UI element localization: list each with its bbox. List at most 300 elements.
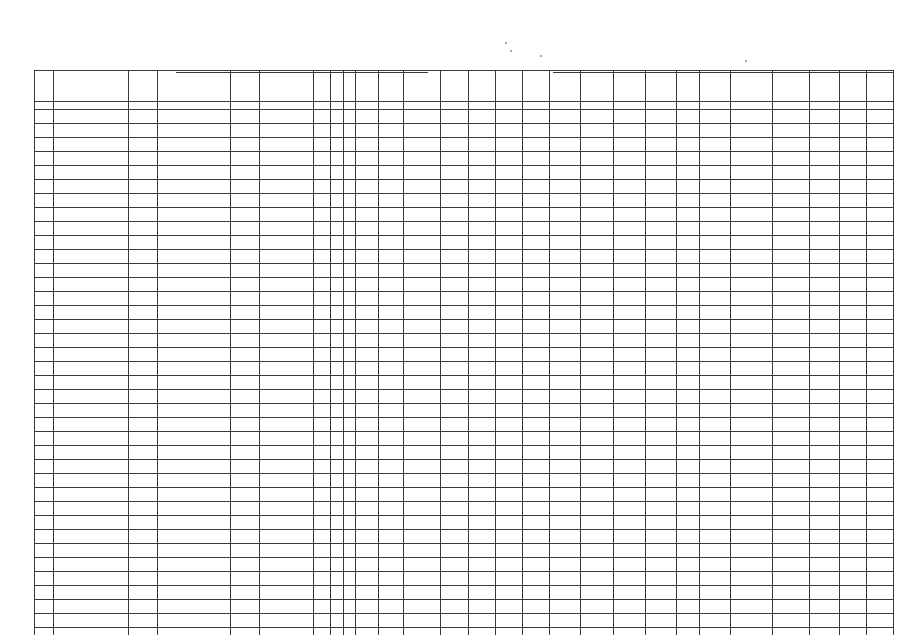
table-cell (128, 600, 157, 614)
table-cell (699, 264, 730, 278)
table-row (35, 418, 894, 432)
table-cell (128, 474, 157, 488)
table-cell (356, 474, 379, 488)
table-cell (699, 558, 730, 572)
table-cell (314, 138, 331, 152)
table-cell (378, 474, 403, 488)
table-cell (53, 292, 128, 306)
table-cell (866, 102, 893, 110)
table-cell (614, 404, 645, 418)
table-cell (839, 474, 866, 488)
table-cell (810, 166, 839, 180)
table-cell (839, 488, 866, 502)
table-cell (356, 152, 379, 166)
table-cell (581, 404, 614, 418)
table-row (35, 600, 894, 614)
table-cell (731, 348, 773, 362)
table-cell (699, 278, 730, 292)
table-cell (343, 600, 356, 614)
table-cell (468, 250, 495, 264)
table-cell (230, 628, 259, 636)
table-cell (53, 376, 128, 390)
table-cell (495, 208, 522, 222)
table-cell (522, 558, 549, 572)
table-cell (549, 390, 580, 404)
table-cell (343, 208, 356, 222)
table-row (35, 194, 894, 208)
table-cell (839, 348, 866, 362)
table-cell (495, 432, 522, 446)
table-cell (403, 614, 441, 628)
table-cell (230, 278, 259, 292)
table-cell (128, 348, 157, 362)
table-cell (810, 292, 839, 306)
table-cell (441, 628, 468, 636)
table-cell (676, 236, 699, 250)
table-cell (866, 558, 893, 572)
table-cell (403, 404, 441, 418)
table-cell (676, 250, 699, 264)
table-cell (53, 180, 128, 194)
table-cell (314, 236, 331, 250)
table-cell (403, 71, 441, 102)
table-cell (230, 558, 259, 572)
table-cell (35, 278, 54, 292)
table-cell (35, 432, 54, 446)
table-cell (772, 180, 810, 194)
table-cell (35, 250, 54, 264)
table-cell (403, 320, 441, 334)
table-cell (260, 222, 314, 236)
table-cell (35, 292, 54, 306)
table-cell (495, 404, 522, 418)
table-cell (645, 544, 676, 558)
table-cell (378, 488, 403, 502)
table-cell (260, 474, 314, 488)
table-cell (441, 530, 468, 544)
table-cell (581, 264, 614, 278)
table-cell (581, 306, 614, 320)
table-cell (581, 432, 614, 446)
table-cell (645, 418, 676, 432)
table-cell (839, 404, 866, 418)
table-cell (549, 628, 580, 636)
table-cell (157, 222, 230, 236)
table-cell (35, 102, 54, 110)
table-cell (495, 418, 522, 432)
table-cell (810, 432, 839, 446)
table-cell (378, 614, 403, 628)
table-cell (731, 404, 773, 418)
table-cell (676, 544, 699, 558)
table-cell (676, 334, 699, 348)
table-cell (331, 376, 344, 390)
table-cell (356, 102, 379, 110)
table-cell (378, 138, 403, 152)
table-cell (731, 488, 773, 502)
table-cell (378, 264, 403, 278)
table-cell (549, 586, 580, 600)
table-cell (35, 460, 54, 474)
table-cell (772, 138, 810, 152)
table-cell (772, 404, 810, 418)
table-cell (441, 194, 468, 208)
table-cell (260, 516, 314, 530)
table-cell (230, 516, 259, 530)
table-cell (866, 236, 893, 250)
table-cell (260, 558, 314, 572)
table-cell (810, 236, 839, 250)
table-cell (731, 614, 773, 628)
table-cell (356, 446, 379, 460)
table-cell (35, 222, 54, 236)
table-cell (645, 390, 676, 404)
table-cell (581, 446, 614, 460)
table-cell (731, 180, 773, 194)
table-cell (699, 166, 730, 180)
table-cell (403, 572, 441, 586)
table-cell (645, 250, 676, 264)
table-cell (441, 236, 468, 250)
table-cell (356, 71, 379, 102)
table-cell (676, 460, 699, 474)
table-cell (35, 306, 54, 320)
table-cell (260, 250, 314, 264)
table-row (35, 488, 894, 502)
table-cell (260, 102, 314, 110)
table-cell (128, 502, 157, 516)
table-cell (676, 628, 699, 636)
table-cell (128, 264, 157, 278)
table-cell (614, 152, 645, 166)
table-cell (230, 71, 259, 102)
table-cell (128, 222, 157, 236)
table-cell (403, 222, 441, 236)
table-cell (810, 138, 839, 152)
table-cell (53, 194, 128, 208)
table-cell (35, 404, 54, 418)
table-cell (53, 530, 128, 544)
table-cell (343, 572, 356, 586)
table-cell (522, 376, 549, 390)
table-cell (645, 600, 676, 614)
table-cell (581, 320, 614, 334)
table-cell (441, 544, 468, 558)
table-cell (378, 124, 403, 138)
table-cell (549, 404, 580, 418)
table-cell (53, 432, 128, 446)
table-cell (441, 404, 468, 418)
table-cell (128, 138, 157, 152)
table-cell (699, 138, 730, 152)
table-cell (495, 138, 522, 152)
table-cell (522, 460, 549, 474)
table-cell (128, 124, 157, 138)
table-cell (810, 264, 839, 278)
table-cell (128, 102, 157, 110)
table-cell (128, 460, 157, 474)
table-cell (468, 558, 495, 572)
table-cell (772, 124, 810, 138)
table-cell (645, 628, 676, 636)
table-cell (699, 418, 730, 432)
table-cell (230, 432, 259, 446)
table-cell (676, 614, 699, 628)
table-cell (614, 124, 645, 138)
table-cell (772, 166, 810, 180)
table-cell (356, 306, 379, 320)
table-cell (645, 138, 676, 152)
table-cell (699, 572, 730, 586)
table-cell (772, 208, 810, 222)
table-cell (128, 362, 157, 376)
table-cell (495, 110, 522, 124)
table-row (35, 236, 894, 250)
table-cell (495, 222, 522, 236)
table-cell (356, 110, 379, 124)
table-cell (403, 194, 441, 208)
table-cell (731, 474, 773, 488)
table-cell (549, 152, 580, 166)
table-cell (731, 278, 773, 292)
table-cell (260, 138, 314, 152)
table-cell (314, 376, 331, 390)
table-cell (810, 628, 839, 636)
table-row (35, 292, 894, 306)
table-cell (645, 488, 676, 502)
table-cell (53, 460, 128, 474)
table-cell (314, 250, 331, 264)
table-cell (522, 278, 549, 292)
table-cell (468, 110, 495, 124)
table-cell (378, 362, 403, 376)
table-cell (676, 71, 699, 102)
table-cell (35, 544, 54, 558)
table-cell (731, 250, 773, 264)
table-cell (522, 138, 549, 152)
table-cell (128, 530, 157, 544)
table-cell (772, 236, 810, 250)
table-cell (343, 180, 356, 194)
table-cell (441, 320, 468, 334)
table-cell (314, 71, 331, 102)
table-cell (260, 418, 314, 432)
table-cell (468, 544, 495, 558)
table-cell (468, 600, 495, 614)
table-cell (331, 102, 344, 110)
table-cell (549, 474, 580, 488)
table-cell (839, 264, 866, 278)
table-cell (699, 488, 730, 502)
table-cell (356, 628, 379, 636)
table-cell (495, 362, 522, 376)
table-cell (731, 586, 773, 600)
table-cell (157, 572, 230, 586)
table-cell (403, 138, 441, 152)
table-cell (549, 124, 580, 138)
table-cell (53, 488, 128, 502)
table-cell (495, 194, 522, 208)
table-cell (441, 124, 468, 138)
table-cell (441, 418, 468, 432)
table-cell (230, 376, 259, 390)
table-cell (614, 264, 645, 278)
table-cell (53, 320, 128, 334)
table-cell (53, 166, 128, 180)
table-cell (645, 348, 676, 362)
table-cell (549, 418, 580, 432)
table-cell (128, 250, 157, 264)
table-cell (549, 306, 580, 320)
table-row (35, 586, 894, 600)
table-cell (522, 418, 549, 432)
table-cell (645, 572, 676, 586)
table-cell (343, 544, 356, 558)
table-cell (522, 600, 549, 614)
table-cell (522, 628, 549, 636)
table-cell (810, 600, 839, 614)
table-cell (468, 138, 495, 152)
table-cell (128, 208, 157, 222)
table-cell (549, 250, 580, 264)
table-cell (468, 292, 495, 306)
table-cell (356, 418, 379, 432)
table-cell (866, 166, 893, 180)
table-cell (331, 110, 344, 124)
table-cell (343, 278, 356, 292)
table-cell (331, 334, 344, 348)
table-cell (810, 348, 839, 362)
table-cell (731, 418, 773, 432)
table-cell (53, 278, 128, 292)
table-cell (35, 362, 54, 376)
table-cell (522, 180, 549, 194)
table-cell (495, 264, 522, 278)
table-cell (810, 488, 839, 502)
table-cell (378, 166, 403, 180)
table-cell (676, 278, 699, 292)
table-cell (810, 390, 839, 404)
table-row (35, 502, 894, 516)
table-cell (614, 558, 645, 572)
table-cell (581, 152, 614, 166)
table-cell (260, 278, 314, 292)
table-cell (549, 348, 580, 362)
table-cell (699, 460, 730, 474)
header-row (35, 71, 894, 102)
table-cell (839, 320, 866, 334)
table-cell (230, 348, 259, 362)
table-cell (645, 460, 676, 474)
table-cell (157, 418, 230, 432)
table-cell (772, 488, 810, 502)
table-cell (230, 250, 259, 264)
table-cell (581, 502, 614, 516)
table-cell (356, 180, 379, 194)
table-cell (230, 292, 259, 306)
table-cell (314, 460, 331, 474)
table-cell (468, 320, 495, 334)
table-cell (403, 208, 441, 222)
table-cell (522, 334, 549, 348)
table-cell (645, 71, 676, 102)
table-cell (378, 222, 403, 236)
table-cell (343, 446, 356, 460)
table-cell (699, 586, 730, 600)
table-cell (343, 404, 356, 418)
table-cell (331, 460, 344, 474)
table-cell (441, 516, 468, 530)
table-cell (522, 614, 549, 628)
table-cell (230, 390, 259, 404)
table-cell (731, 166, 773, 180)
table-cell (699, 376, 730, 390)
table-cell (128, 110, 157, 124)
table-cell (522, 544, 549, 558)
table-cell (314, 418, 331, 432)
table-cell (699, 544, 730, 558)
table-cell (810, 572, 839, 586)
table-row (35, 306, 894, 320)
table-cell (676, 488, 699, 502)
table-cell (676, 418, 699, 432)
table-cell (522, 446, 549, 460)
table-cell (403, 502, 441, 516)
table-cell (53, 334, 128, 348)
table-cell (35, 124, 54, 138)
table-cell (314, 488, 331, 502)
table-cell (614, 390, 645, 404)
table-cell (230, 222, 259, 236)
table-cell (839, 446, 866, 460)
table-cell (731, 194, 773, 208)
table-cell (314, 572, 331, 586)
table-cell (378, 278, 403, 292)
table-cell (810, 278, 839, 292)
table-cell (53, 516, 128, 530)
table-cell (157, 264, 230, 278)
table-cell (343, 250, 356, 264)
table-cell (468, 488, 495, 502)
table-cell (331, 71, 344, 102)
table-cell (157, 404, 230, 418)
table-cell (128, 628, 157, 636)
table-cell (839, 628, 866, 636)
table-cell (549, 432, 580, 446)
table-cell (676, 166, 699, 180)
table-cell (230, 194, 259, 208)
table-cell (378, 376, 403, 390)
table-cell (403, 152, 441, 166)
table-cell (314, 516, 331, 530)
table-cell (581, 600, 614, 614)
table-cell (331, 306, 344, 320)
table-cell (839, 614, 866, 628)
table-cell (676, 586, 699, 600)
table-cell (468, 432, 495, 446)
table-cell (614, 292, 645, 306)
table-row (35, 432, 894, 446)
table-cell (699, 180, 730, 194)
table-cell (314, 102, 331, 110)
table-cell (645, 222, 676, 236)
table-cell (772, 71, 810, 102)
table-cell (676, 530, 699, 544)
table-cell (441, 586, 468, 600)
table-cell (157, 628, 230, 636)
table-cell (378, 390, 403, 404)
table-cell (343, 376, 356, 390)
